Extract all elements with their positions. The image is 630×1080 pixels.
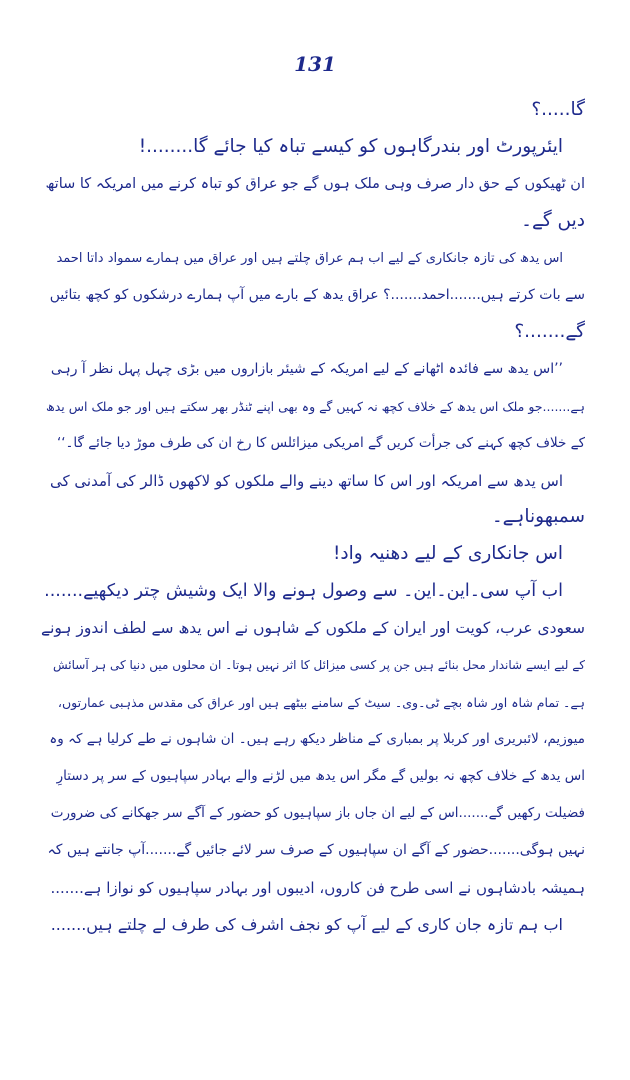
- text-line-11: اس یدھ سے امریکہ اور اس کا ساتھ دینے والے ملکوں کو لاکھوں ڈالر کی آمدنی کی: [50, 471, 563, 490]
- text-line-3: ان ٹھیکوں کے حق دار صرف وہی ملک ہوں گے جو عراق کو تباہ کرنے میں امریکہ کا ساتھ: [45, 175, 585, 192]
- text-line-16: کے لیے ایسے شاندار محل بنائے ہیں جن پر کسی میزائل کا اثر نہیں ہوتا۔ ان محلوں میں دنیا کی ہر آسائش: [53, 658, 585, 673]
- text-line-15: سعودی عرب، کویت اور ایران کے ملکوں کے شاہوں نے اس یدھ سے لطف اندوز ہونے: [40, 619, 585, 638]
- text-line-18: میوزیم، لائبریری اور کربلا پر بمباری کے مناظر دیکھ رہے ہیں۔ ان شاہوں نے طے کرلیا ہے کہ وہ: [49, 731, 585, 748]
- text-line-22: ہمیشہ بادشاہوں نے اسی طرح فن کاروں، ادیبوں اور بہادر سپاہیوں کو نوازا ہے.......: [50, 878, 585, 897]
- text-line-14: اب آپ سی۔این۔این۔ سے وصول ہونے والا ایک وشیش چتر دیکھیے.......: [44, 581, 563, 601]
- text-line-4: دیں گے۔: [521, 210, 585, 232]
- text-line-20: فضیلت رکھیں گے.......اس کے لیے ان جاں باز سپاہیوں کو حضور کے آگے سر جھکانے کی ضرورت: [50, 805, 585, 822]
- text-line-10: کے خلاف کچھ کہنے کی جرأت کریں گے امریکی میزائلس کا رخ ان کی طرف موڑ دیا جائے گا۔‘‘: [56, 435, 585, 452]
- text-line-5: اس یدھ کی تازہ جانکاری کے لیے اب ہم عراق چلتے ہیں اور عراق میں ہمارے سمواد داتا احمد: [56, 250, 563, 266]
- text-line-21: نہیں ہوگی.......حضور کے آگے ان سپاہیوں کے صرف سر لائے جائیں گے.......آپ جانتے ہیں کہ: [47, 842, 585, 859]
- text-line-2: ایئرپورٹ اور بندرگاہوں کو کیسے تباہ کیا جائے گا........!: [138, 136, 563, 158]
- text-line-23: اب ہم تازہ جان کاری کے لیے آپ کو نجف اشرف کی طرف لے چلتے ہیں.......: [50, 914, 563, 934]
- text-line-6: سے بات کرتے ہیں.......احمد.......؟ عراق یدھ کے بارے میں آپ ہمارے درشکوں کو کچھ بتائیں: [49, 287, 585, 304]
- page-body: [40, 92, 585, 943]
- text-line-12: سمبھوناہے۔: [491, 506, 585, 528]
- text-line-7: گے.......؟: [514, 321, 585, 343]
- text-line-8: ’’اس یدھ سے فائدہ اٹھانے کے لیے امریکہ کے شیئر بازاروں میں بڑی چہل پہل نظر آ رہی: [50, 361, 563, 378]
- text-line-19: اس یدھ کے خلاف کچھ نہ بولیں گے مگر اس یدھ میں لڑنے والے بہادر سپاہیوں کے سر پر دستارِ: [56, 768, 585, 785]
- text-line-13: اس جانکاری کے لیے دھنیہ واد!: [332, 543, 563, 565]
- text-line-9: ہے.......جو ملک اس یدھ کے خلاف کچھ نہ کہیں گے وہ بھی اپنے ٹنڈر بھر سکتے ہیں اور جو ملک اس یدھ: [46, 399, 585, 414]
- text-line-17: ہے۔ تمام شاہ اور شاہ بچے ٹی۔وی۔ سیٹ کے سامنے بیٹھے ہیں اور عراق کی مقدس مذہبی عمارتوں،: [57, 695, 585, 710]
- text-line-1: گا.....؟: [531, 99, 585, 121]
- page-number: 131: [294, 52, 336, 76]
